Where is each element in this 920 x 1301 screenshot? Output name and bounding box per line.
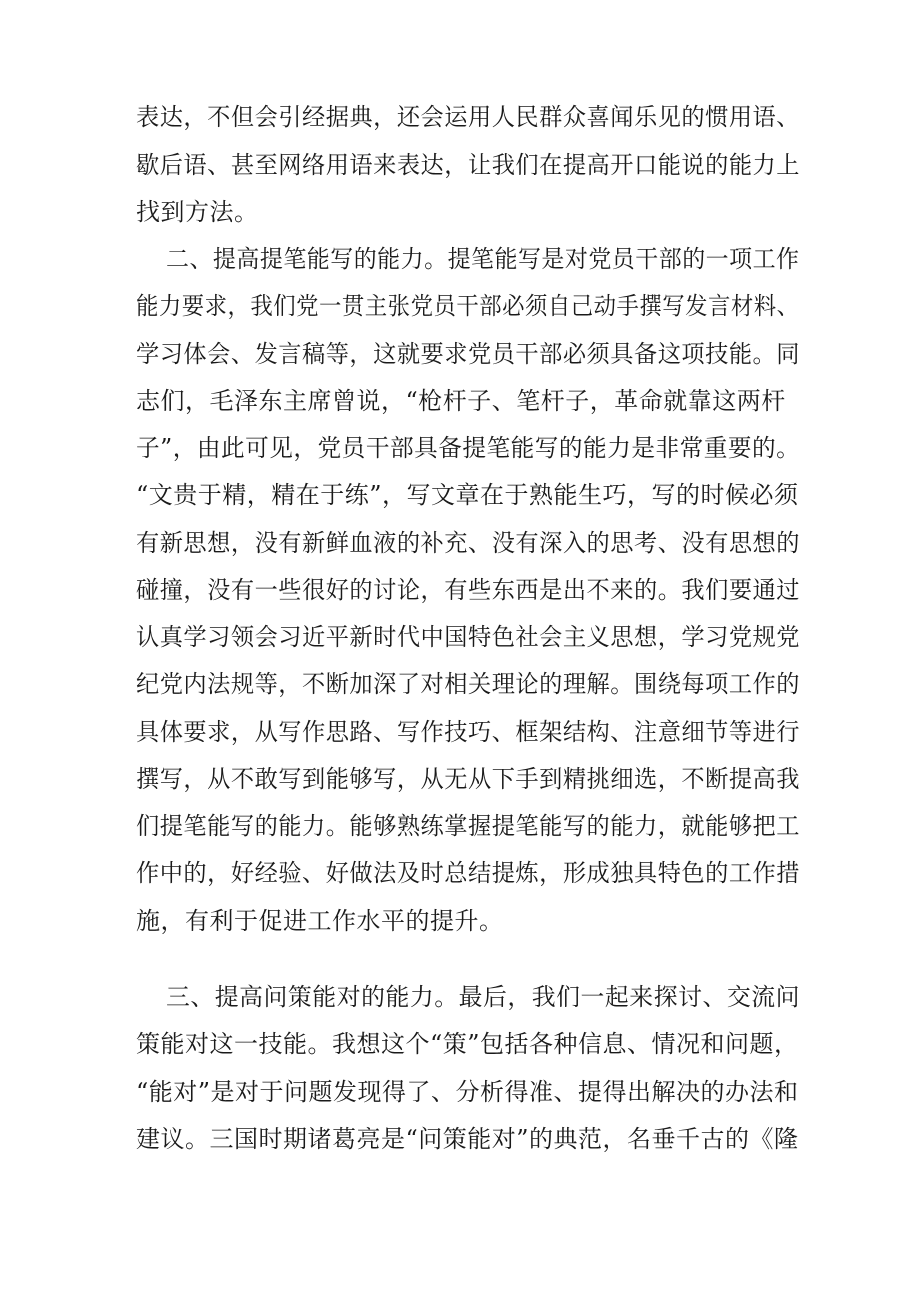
text-line: 策能对这一技能。我想这个“策”包括各种信息、情况和问题， [136,1030,799,1058]
text-line: 施，有利于促进工作水平的提升。 [136,907,504,935]
text-line: 纪党内法规等，不断加深了对相关理论的理解。围绕每项工作的 [136,670,800,698]
text-line: “文贵于精，精在于练”，写文章在于熟能生巧，写的时候必须 [136,481,799,509]
text-line: 歇后语、甚至网络用语来表达，让我们在提高开口能说的能力上 [136,151,800,179]
text-line: 找到方法。 [136,198,259,226]
paragraph-heading-line: 三、提高问策能对的能力。最后，我们一起来探讨、交流问 [166,983,801,1011]
text-line: 学习体会、发言稿等，这就要求党员干部必须具备这项技能。同 [136,340,800,368]
text-line: 志们，毛泽东主席曾说，“枪杆子、笔杆子，革命就靠这两杆 [136,387,786,415]
paragraph-heading-line: 二、提高提笔能写的能力。提笔能写是对党员干部的一项工作 [166,245,800,273]
text-line: 能力要求，我们党一贯主张党员干部必须自己动手撰写发言材料、 [136,292,800,320]
text-line: “能对”是对于问题发现得了、分析得准、提得出解决的办法和 [136,1078,799,1106]
text-line: 作中的，好经验、好做法及时总结提炼，形成独具特色的工作措 [136,859,800,887]
text-line: 建议。三国时期诸葛亮是“问策能对”的典范，名垂千古的《隆 [136,1125,799,1153]
text-line: 有新思想，没有新鲜血液的补充、没有深入的思考、没有思想的 [136,529,800,557]
text-line: 表达，不但会引经据典，还会运用人民群众喜闻乐见的惯用语、 [136,103,800,131]
text-line: 子”，由此可见，党员干部具备提笔能写的能力是非常重要的。 [136,434,801,462]
text-line: 们提笔能写的能力。能够熟练掌握提笔能写的能力，就能够把工 [136,812,800,840]
text-line: 认真学习领会习近平新时代中国特色社会主义思想，学习党规党 [136,623,800,651]
text-line: 碰撞，没有一些很好的讨论，有些东西是出不来的。我们要通过 [136,576,800,604]
text-line: 具体要求，从写作思路、写作技巧、框架结构、注意细节等进行 [136,718,800,746]
text-line: 撰写，从不敢写到能够写，从无从下手到精挑细选，不断提高我 [136,765,800,793]
